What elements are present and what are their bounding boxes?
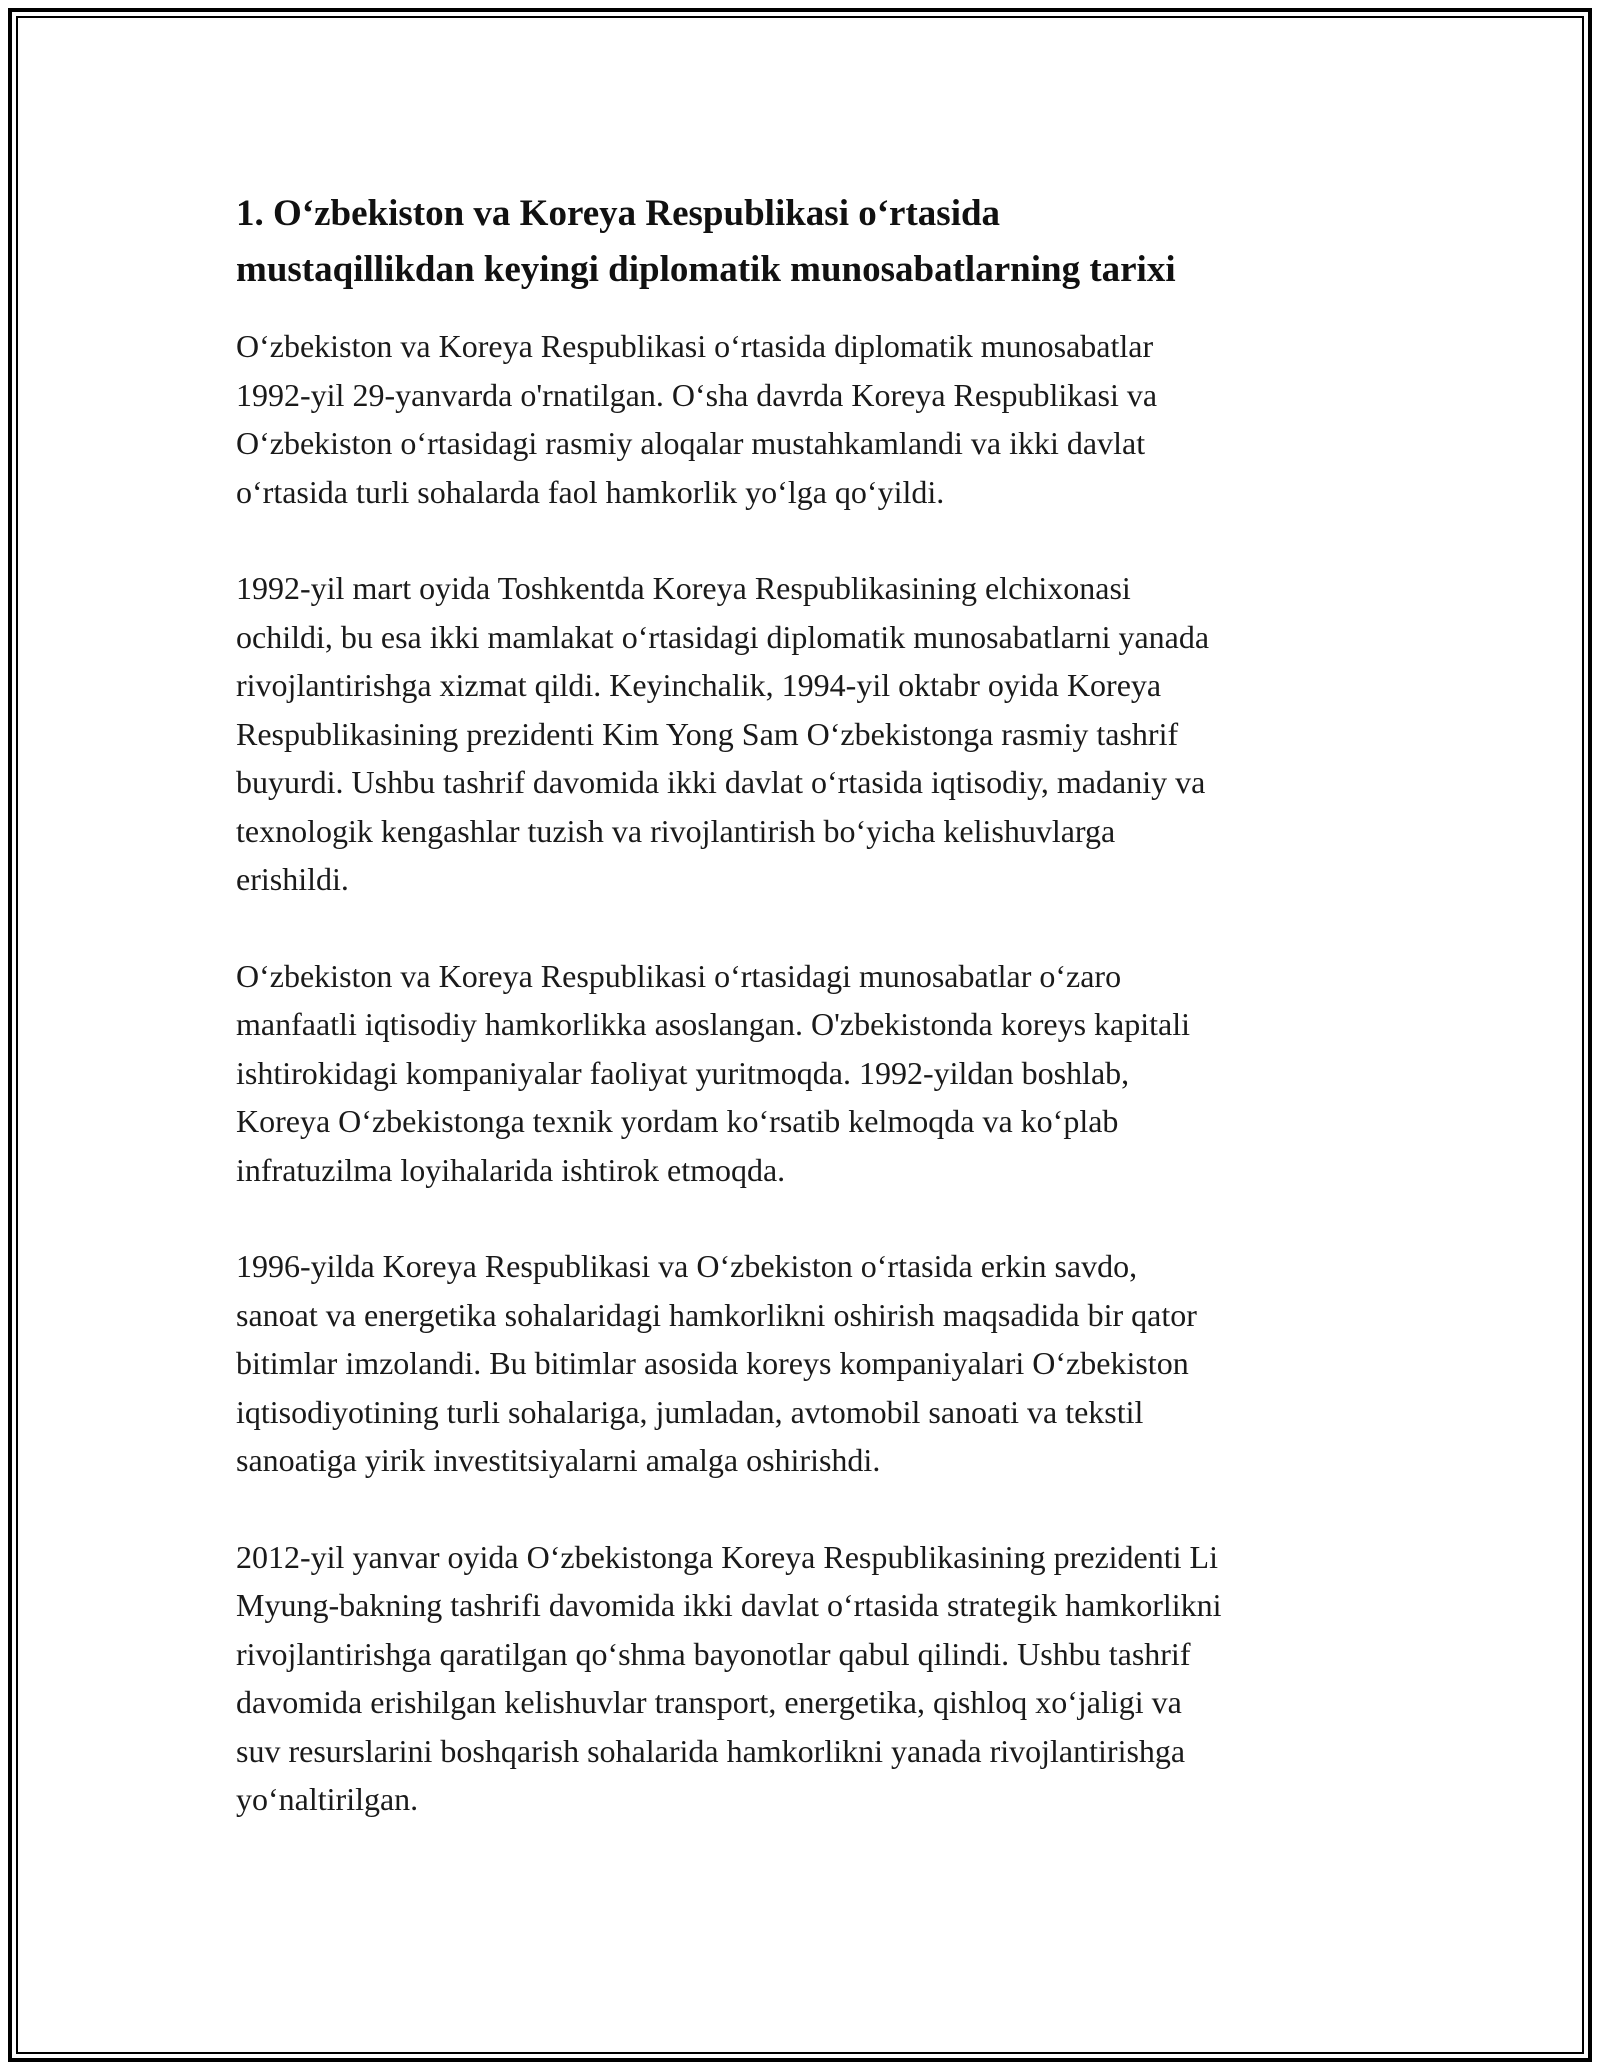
text-line: 1992-yil 29-yanvarda o'rnatilgan. O‘sha davrda Koreya Respublikasi va xyxy=(236,376,1158,413)
paragraph xyxy=(236,1242,1376,1485)
text-line: suv resurslarini boshqarish sohalarida hamkorlikni yanada rivojlantirishga xyxy=(236,1732,1186,1769)
text-line: davomida erishilgan kelishuvlar transport, energetika, qishloq xo‘jaligi va xyxy=(236,1684,1182,1720)
text-line: Koreya O‘zbekistonga texnik yordam ko‘rsatib kelmoqda va ko‘plab xyxy=(236,1103,1119,1139)
text-line: erishildi. xyxy=(236,861,349,897)
text-line: Respublikasining prezidenti Kim Yong Sam O‘zbekistonga rasmiy tashrif xyxy=(236,715,1179,752)
text-line: ishtirokidagi kompaniyalar faoliyat yuritmoqda. 1992-yildan boshlab, xyxy=(236,1054,1130,1091)
section-heading xyxy=(236,186,1376,298)
text-line: 2012-yil yanvar oyida O‘zbekistonga Koreya Respublikasining prezidenti Li xyxy=(236,1538,1218,1575)
text-line: texnologik kengashlar tuzish va rivojlantirish bo‘yicha kelishuvlarga xyxy=(236,812,1116,849)
text-line: bitimlar imzolandi. Bu bitimlar asosida koreys kompaniyalari O‘zbekiston xyxy=(236,1345,1189,1381)
text-line: manfaatli iqtisodiy hamkorlikka asoslangan. O'zbekistonda koreys kapitali xyxy=(236,1006,1190,1042)
text-line: ochildi, bu esa ikki mamlakat o‘rtasidagi diplomatik munosabatlarni yanada xyxy=(236,618,1210,655)
text-line: 1996-yilda Koreya Respublikasi va O‘zbekiston o‘rtasida erkin savdo, xyxy=(236,1248,1138,1284)
text-line: o‘rtasida turli sohalarda faol hamkorlik yo‘lga qo‘yildi. xyxy=(236,473,945,510)
text-line: buyurdi. Ushbu tashrif davomida ikki davlat o‘rtasida iqtisodiy, madaniy va xyxy=(236,764,1206,800)
paragraph xyxy=(236,322,1376,516)
text-line: O‘zbekiston va Koreya Respublikasi o‘rtasida diplomatik munosabatlar xyxy=(236,328,1154,364)
text-line: O‘zbekiston va Koreya Respublikasi o‘rtasidagi munosabatlar o‘zaro xyxy=(236,957,1122,994)
document-body xyxy=(236,186,1376,1872)
text-line: sanoat va energetika sohalaridagi hamkorlikni oshirish maqsadida bir qator xyxy=(236,1296,1197,1333)
text-line: O‘zbekiston o‘rtasidagi rasmiy aloqalar mustahkamlandi va ikki davlat xyxy=(236,425,1146,461)
text-line: Myung-bakning tashrifi davomida ikki davlat o‘rtasida strategik hamkorlikni xyxy=(236,1587,1222,1623)
section-heading-line: 1. O‘zbekiston va Koreya Respublikasi o‘rtasida xyxy=(236,193,1001,234)
text-line: rivojlantirishga qaratilgan qo‘shma bayonotlar qabul qilindi. Ushbu tashrif xyxy=(236,1635,1191,1672)
paragraph xyxy=(236,952,1376,1195)
text-line: yo‘naltirilgan. xyxy=(236,1781,419,1817)
paragraph xyxy=(236,564,1376,904)
text-line: 1992-yil mart oyida Toshkentda Koreya Respublikasining elchixonasi xyxy=(236,570,1131,606)
paragraph xyxy=(236,1533,1376,1824)
section-heading-line: mustaqillikdan keyingi diplomatik munosabatlarning tarixi xyxy=(236,249,1176,290)
text-line: rivojlantirishga xizmat qildi. Keyinchalik, 1994-yil oktabr oyida Koreya xyxy=(236,667,1162,703)
text-line: infratuzilma loyihalarida ishtirok etmoqda. xyxy=(236,1151,786,1188)
text-line: iqtisodiyotining turli sohalariga, jumladan, avtomobil sanoati va tekstil xyxy=(236,1393,1144,1430)
text-line: sanoatiga yirik investitsiyalarni amalga oshirishdi. xyxy=(236,1442,881,1478)
